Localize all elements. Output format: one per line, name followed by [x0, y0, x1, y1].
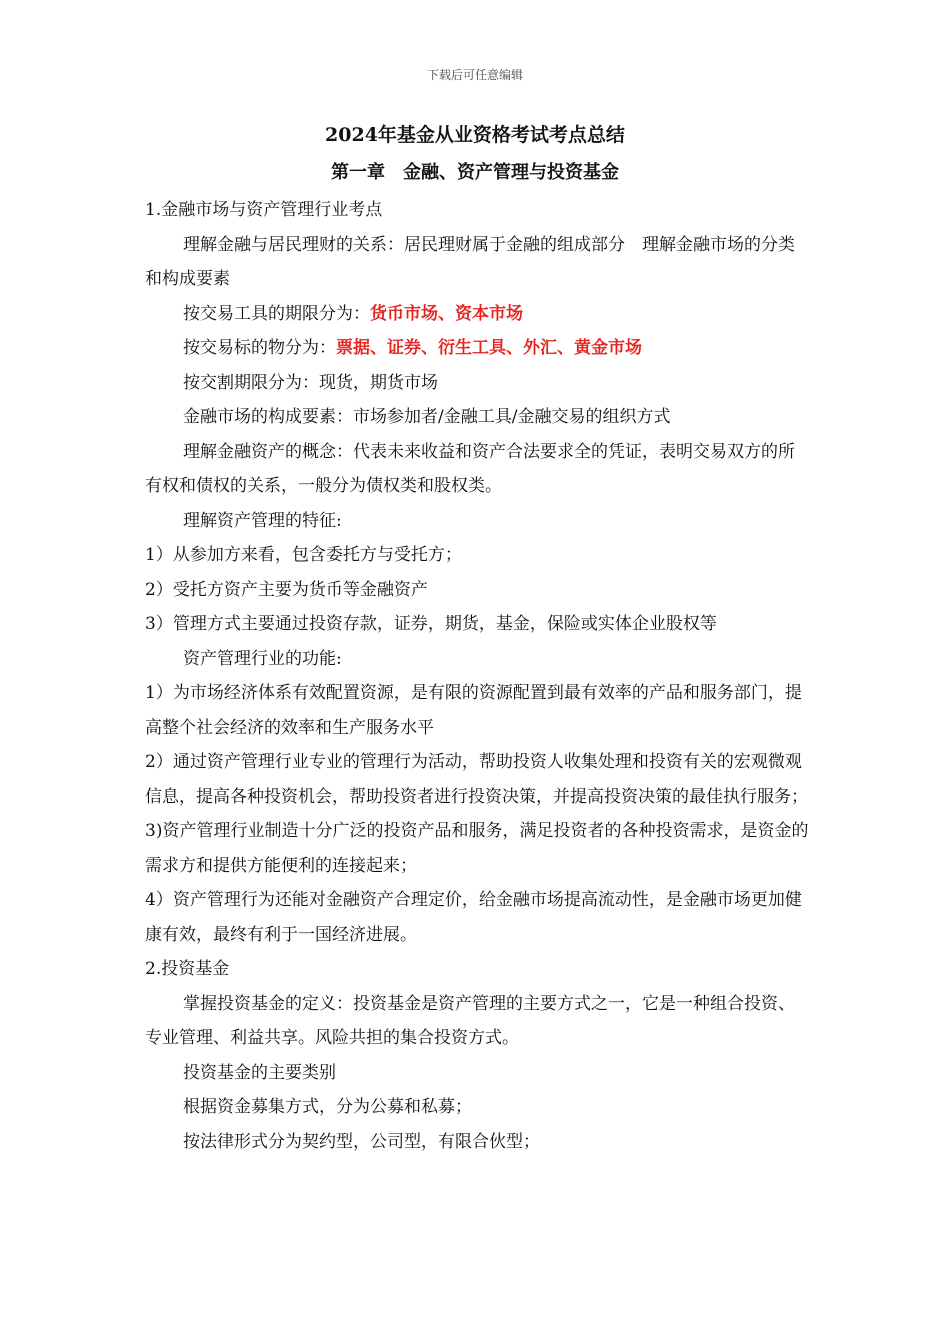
document-title: 2024年基金从业资格考试考点总结 — [325, 124, 625, 146]
paragraph: 按交割期限分为：现货，期货市场 — [183, 372, 438, 393]
document-body — [145, 193, 810, 1159]
list-item: 4）资产管理行为还能对金融资产合理定价，给金融市场提高流动性，是金融市场更加健康有效，最终有利于一国经济进展。 — [145, 890, 802, 945]
paragraph: 理解资产管理的特征: — [183, 510, 342, 531]
paragraph-label: 按交易工具的期限分为： — [183, 303, 370, 324]
highlight-text: 货币市场、资本市场 — [370, 303, 523, 324]
paragraph: 投资基金的主要类别 — [183, 1062, 336, 1083]
paragraph — [145, 297, 810, 332]
chapter-title: 第一章 金融、资产管理与投资基金 — [331, 162, 619, 183]
list-item: 3）管理方式主要通过投资存款，证券，期货，基金，保险或实体企业股权等 — [145, 614, 717, 634]
header-note: 下载后可任意编辑 — [426, 68, 523, 82]
paragraph: 按法律形式分为契约型，公司型，有限合伙型； — [183, 1131, 540, 1152]
list-item: 1）为市场经济体系有效配置资源，是有限的资源配置到最有效率的产品和服务部门，提高整个社会经济的效率和生产服务水平 — [145, 683, 802, 738]
paragraph — [145, 331, 810, 366]
highlight-text: 票据、证券、衍生工具、外汇、黄金市场 — [336, 338, 642, 358]
list-item: 1）从参加方来看，包含委托方与受托方； — [145, 545, 462, 565]
paragraph: 理解金融资产的概念：代表未来收益和资产合法要求全的凭证，表明交易双方的所有权和债权的关系，一般分为债权类和股权类。 — [145, 441, 795, 496]
paragraph: 金融市场的构成要素：市场参加者/金融工具/金融交易的组织方式 — [183, 407, 671, 427]
list-item: 2）受托方资产主要为货币等金融资产 — [145, 579, 428, 600]
paragraph: 掌握投资基金的定义：投资基金是资产管理的主要方式之一，它是一种组合投资、专业管理、利益共享。风险共担的集合投资方式。 — [145, 993, 795, 1048]
paragraph-label: 按交易标的物分为： — [183, 338, 336, 358]
paragraph: 理解金融与居民理财的关系：居民理财属于金融的组成部分 理解金融市场的分类和构成要素 — [145, 234, 795, 289]
paragraph: 根据资金募集方式，分为公募和私募； — [183, 1097, 472, 1117]
list-item: 3)资产管理行业制造十分广泛的投资产品和服务，满足投资者的各种投资需求，是资金的需求方和提供方能便利的连接起来； — [145, 821, 809, 876]
list-item: 2）通过资产管理行业专业的管理行为活动，帮助投资人收集处理和投资有关的宏观微观信息，提高各种投资机会，帮助投资者进行投资决策，并提高投资决策的最佳执行服务； — [145, 752, 808, 807]
section-heading-2: 2.投资基金 — [145, 959, 230, 979]
section-heading-1: 1.金融市场与资产管理行业考点 — [145, 200, 383, 220]
paragraph: 资产管理行业的功能: — [183, 648, 342, 669]
